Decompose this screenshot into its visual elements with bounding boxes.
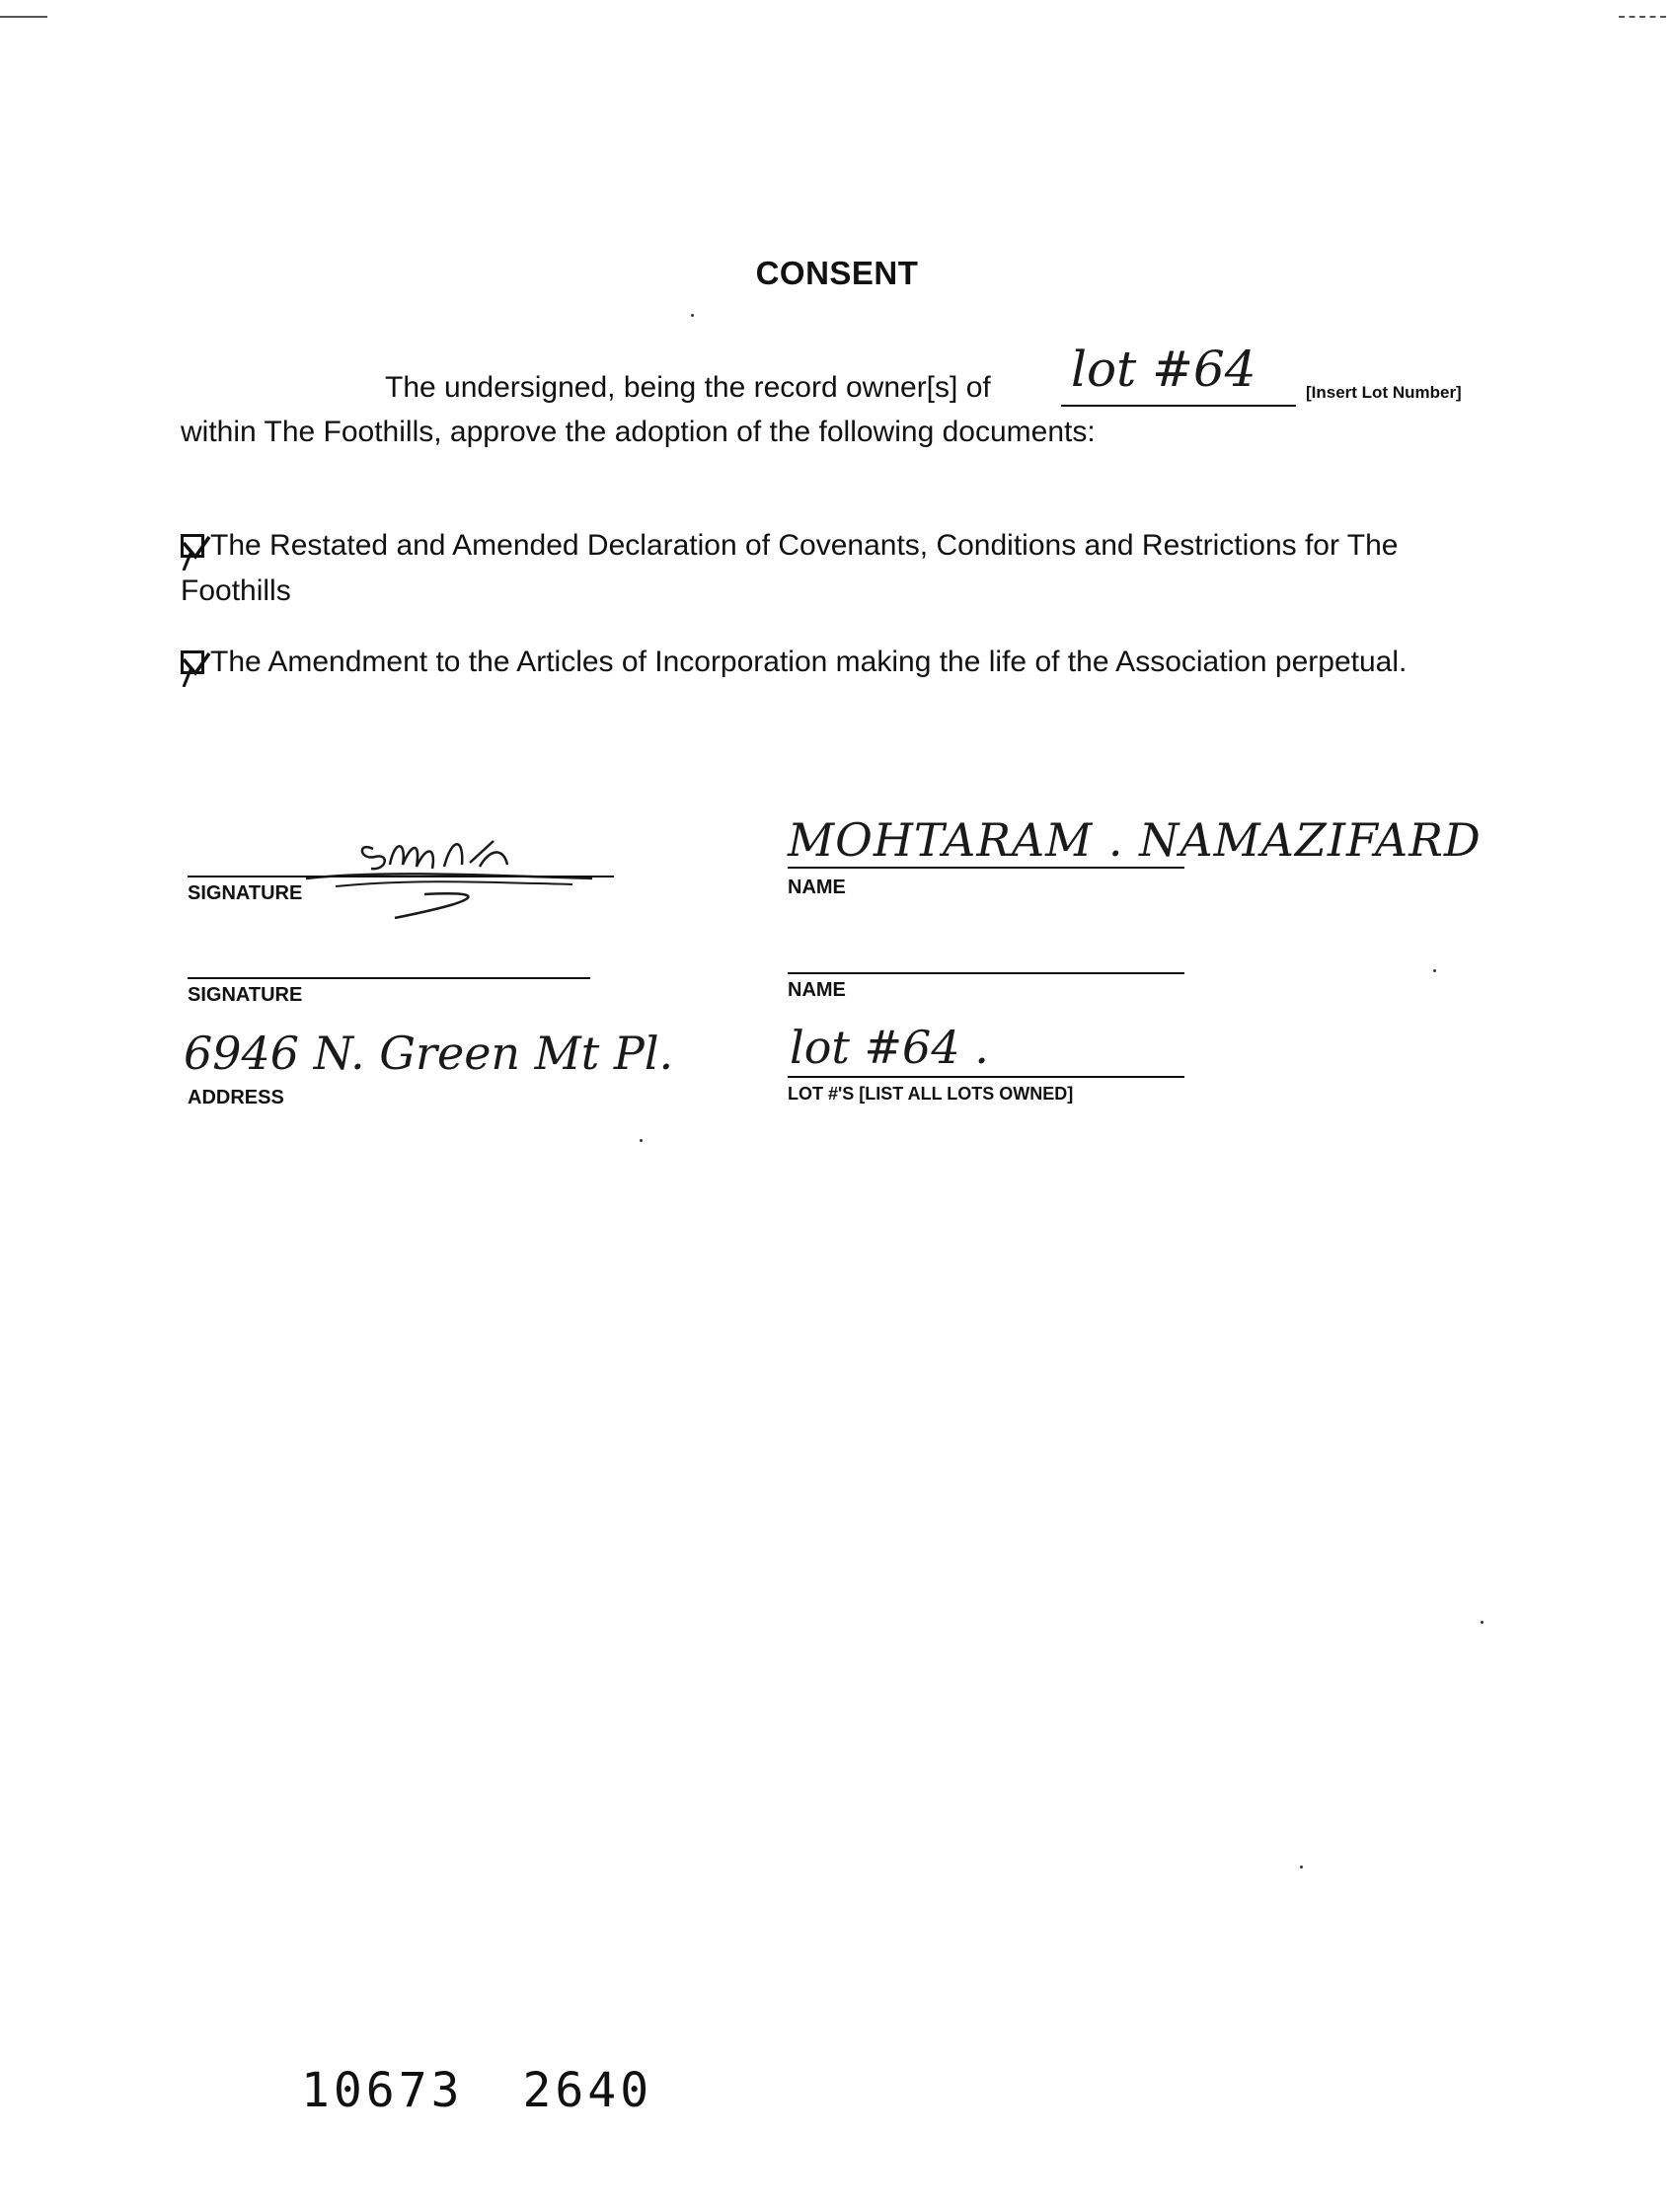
- signature2-line: [188, 977, 590, 979]
- checkbox-declaration[interactable]: [181, 534, 204, 558]
- lots-label: LOT #'S [LIST ALL LOTS OWNED]: [788, 1084, 1074, 1104]
- document-item-text: The Restated and Amended Declaration of Covenants, Conditions and Restrictions for The Foothills: [181, 529, 1399, 607]
- signature2-label: SIGNATURE: [188, 984, 303, 1006]
- name1-line: [788, 867, 1184, 869]
- scan-speck: [1481, 1621, 1484, 1624]
- document-number: [301, 2063, 712, 2118]
- name2-line: [788, 972, 1184, 974]
- address-label: ADDRESS: [188, 1087, 284, 1108]
- lot-number-line: [1061, 405, 1296, 407]
- document-number-part1: 10673: [301, 2063, 464, 2118]
- document-item-text: The Amendment to the Articles of Incorporation making the life of the Association perpetual.: [210, 646, 1408, 678]
- insert-lot-note: [Insert Lot Number]: [1306, 383, 1462, 402]
- scan-mark: [0, 16, 47, 18]
- check-mark-icon: [176, 531, 215, 571]
- name1-label: NAME: [788, 877, 846, 898]
- address-handwritten: 6946 N. Green Mt Pl.: [184, 1027, 674, 1080]
- document-item-declaration: [181, 523, 1484, 614]
- signature1-line: [188, 876, 614, 877]
- signature1-label: SIGNATURE: [188, 882, 303, 904]
- lots-handwritten: lot #64 .: [790, 1021, 989, 1074]
- check-mark-icon: [176, 648, 215, 687]
- checkbox-amendment[interactable]: [181, 650, 204, 674]
- document-item-amendment: [181, 640, 1484, 685]
- page-title: CONSENT: [755, 255, 919, 291]
- scan-speck: [1300, 1866, 1303, 1869]
- intro-line-1: The undersigned, being the record owner[s] of: [385, 371, 991, 404]
- scan-mark: [1619, 16, 1666, 18]
- intro-line-2: within The Foothills, approve the adoption of the following documents:: [181, 416, 1096, 448]
- name1-handwritten: MOHTARAM . NAMAZIFARD: [788, 813, 1482, 867]
- name2-label: NAME: [788, 979, 846, 1001]
- lot-number-handwritten: lot #64: [1071, 341, 1256, 398]
- scan-speck: [691, 314, 694, 317]
- scan-speck: [1433, 969, 1436, 972]
- document-number-part2: 2640: [522, 2063, 653, 2118]
- scan-speck: [640, 1139, 643, 1142]
- lots-line: [788, 1076, 1184, 1078]
